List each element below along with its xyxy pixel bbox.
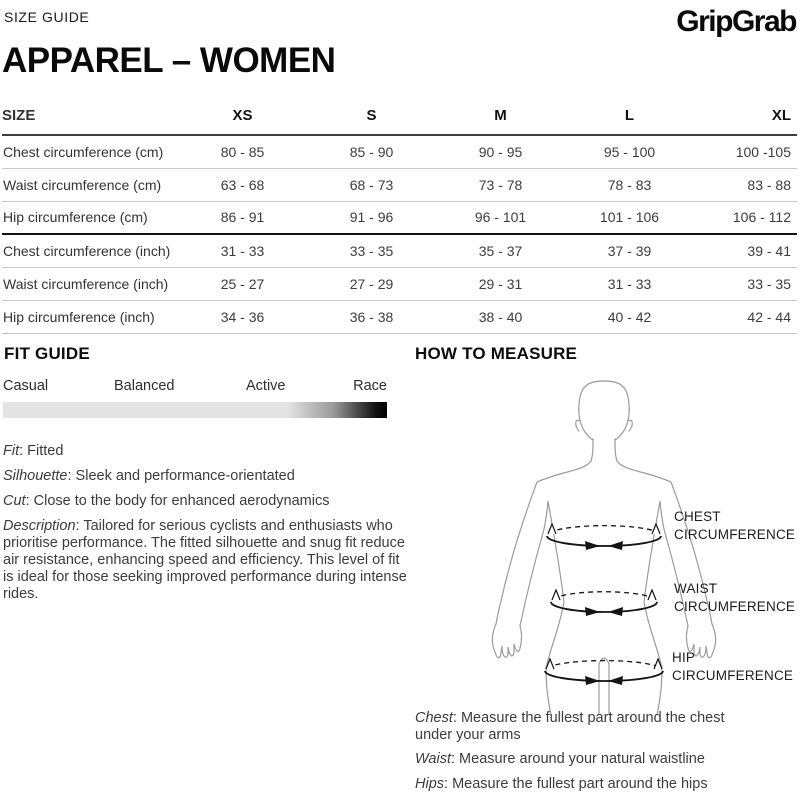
cell-value: 31 - 33 [178, 234, 307, 267]
column-header-xs: XS [178, 103, 307, 135]
page-title: APPAREL – WOMEN [2, 41, 336, 80]
row-label: Chest circumference (cm) [2, 135, 178, 168]
cell-value: 100 -105 [694, 135, 797, 168]
size-table [2, 103, 797, 334]
cell-value: 35 - 37 [436, 234, 565, 267]
column-header-l: L [565, 103, 694, 135]
description-line-text: : Tailored for serious cyclists and enthusiasts who prioritise performance. The fitted silhouette and snug fit reduce air resistance, enhancing speed and efficiency. This level of fit is ideal for those seeking improved performance during intense rides. [3, 517, 407, 602]
cell-value: 40 - 42 [565, 300, 694, 333]
column-header-size: SIZE [2, 103, 178, 135]
fit-scale-labels [3, 378, 387, 396]
fit-line-label: Fit [3, 443, 20, 459]
row-label: Chest circumference (inch) [2, 234, 178, 267]
cell-value: 25 - 27 [178, 267, 307, 300]
cell-value: 27 - 29 [307, 267, 436, 300]
cell-value: 86 - 91 [178, 201, 307, 234]
page-eyebrow: SIZE GUIDE [4, 9, 90, 25]
description-line-label: Description [3, 517, 76, 534]
cell-value: 90 - 95 [436, 135, 565, 168]
table-row-chest-inch [2, 234, 797, 267]
fit-line-text: : Fitted [19, 443, 64, 459]
row-label: Hip circumference (inch) [2, 300, 178, 333]
row-label: Waist circumference (inch) [2, 267, 178, 300]
fit-guide-heading: FIT GUIDE [4, 344, 90, 363]
cell-value: 96 - 101 [436, 201, 565, 234]
fit-scale-label-active: Active [246, 378, 286, 394]
cell-value: 37 - 39 [565, 234, 694, 267]
fit-scale-label-race: Race [353, 378, 387, 394]
head-outline [579, 381, 629, 440]
cell-value: 31 - 33 [565, 267, 694, 300]
size-table-header-row [2, 103, 797, 135]
chest-note-label: Chest [415, 710, 453, 726]
waist-measure-tape-icon [551, 590, 657, 616]
column-header-m: M [436, 103, 565, 135]
cell-value: 36 - 38 [307, 300, 436, 333]
hips-note-label: Hips [415, 776, 445, 793]
column-header-xl: XL [694, 103, 797, 135]
waist-note [415, 751, 750, 768]
cell-value: 29 - 31 [436, 267, 565, 300]
chest-note [415, 710, 750, 743]
chest-circumference-label: CHEST CIRCUMFERENCE [674, 509, 796, 542]
waist-note-label: Waist [415, 751, 451, 768]
cell-value: 33 - 35 [694, 267, 797, 300]
silhouette-line-label: Silhouette [3, 467, 68, 484]
cell-value: 101 - 106 [565, 201, 694, 234]
how-to-measure-heading: HOW TO MEASURE [415, 344, 578, 363]
left-body-side [492, 439, 593, 715]
hips-note-text: : Measure the fullest part around the hips [444, 776, 708, 793]
left-ear [576, 420, 580, 431]
legs-gap [599, 658, 609, 715]
cell-value: 95 - 100 [565, 135, 694, 168]
column-header-s: S [307, 103, 436, 135]
measure-notes-block [415, 710, 750, 801]
silhouette-line [3, 468, 407, 485]
cell-value: 38 - 40 [436, 300, 565, 333]
cell-value: 39 - 41 [694, 234, 797, 267]
cell-value: 83 - 88 [694, 168, 797, 201]
fit-line [3, 443, 407, 460]
cell-value: 106 - 112 [694, 201, 797, 234]
chest-note-text: : Measure the fullest part around the chest under your arms [415, 710, 725, 743]
cell-value: 91 - 96 [307, 201, 436, 234]
cell-value: 85 - 90 [307, 135, 436, 168]
row-label: Waist circumference (cm) [2, 168, 178, 201]
right-ear [628, 420, 632, 431]
hip-measure-tape-icon [545, 659, 663, 685]
waist-note-text: : Measure around your natural waistline [451, 751, 705, 768]
row-label: Hip circumference (cm) [2, 201, 178, 234]
chest-measure-tape-icon [547, 524, 661, 550]
cell-value: 80 - 85 [178, 135, 307, 168]
cell-value: 68 - 73 [307, 168, 436, 201]
cell-value: 78 - 83 [565, 168, 694, 201]
description-line [3, 518, 407, 603]
table-row-waist-cm [2, 168, 797, 201]
fit-description-block [3, 443, 407, 611]
gripgrab-logo: GripGrab [676, 5, 796, 38]
cell-value: 34 - 36 [178, 300, 307, 333]
cell-value: 63 - 68 [178, 168, 307, 201]
fit-scale-label-casual: Casual [3, 378, 49, 394]
cell-value: 33 - 35 [307, 234, 436, 267]
cut-line-text: : Close to the body for enhanced aerodynamics [25, 492, 330, 509]
table-row-hip-inch [2, 300, 797, 333]
table-row-waist-inch [2, 267, 797, 300]
silhouette-line-text: : Sleek and performance-orientated [67, 467, 295, 484]
cell-value: 73 - 78 [436, 168, 565, 201]
waist-circumference-label: WAIST CIRCUMFERENCE [674, 581, 796, 614]
table-row-hip-cm [2, 201, 797, 234]
table-row-chest-cm [2, 135, 797, 168]
cell-value: 42 - 44 [694, 300, 797, 333]
fit-scale-label-balanced: Balanced [114, 378, 175, 394]
hips-note [415, 776, 750, 793]
cut-line [3, 493, 407, 510]
cut-line-label: Cut [3, 492, 26, 509]
hip-circumference-label: HIP CIRCUMFERENCE [672, 650, 794, 683]
fit-gradient-bar [3, 402, 387, 418]
